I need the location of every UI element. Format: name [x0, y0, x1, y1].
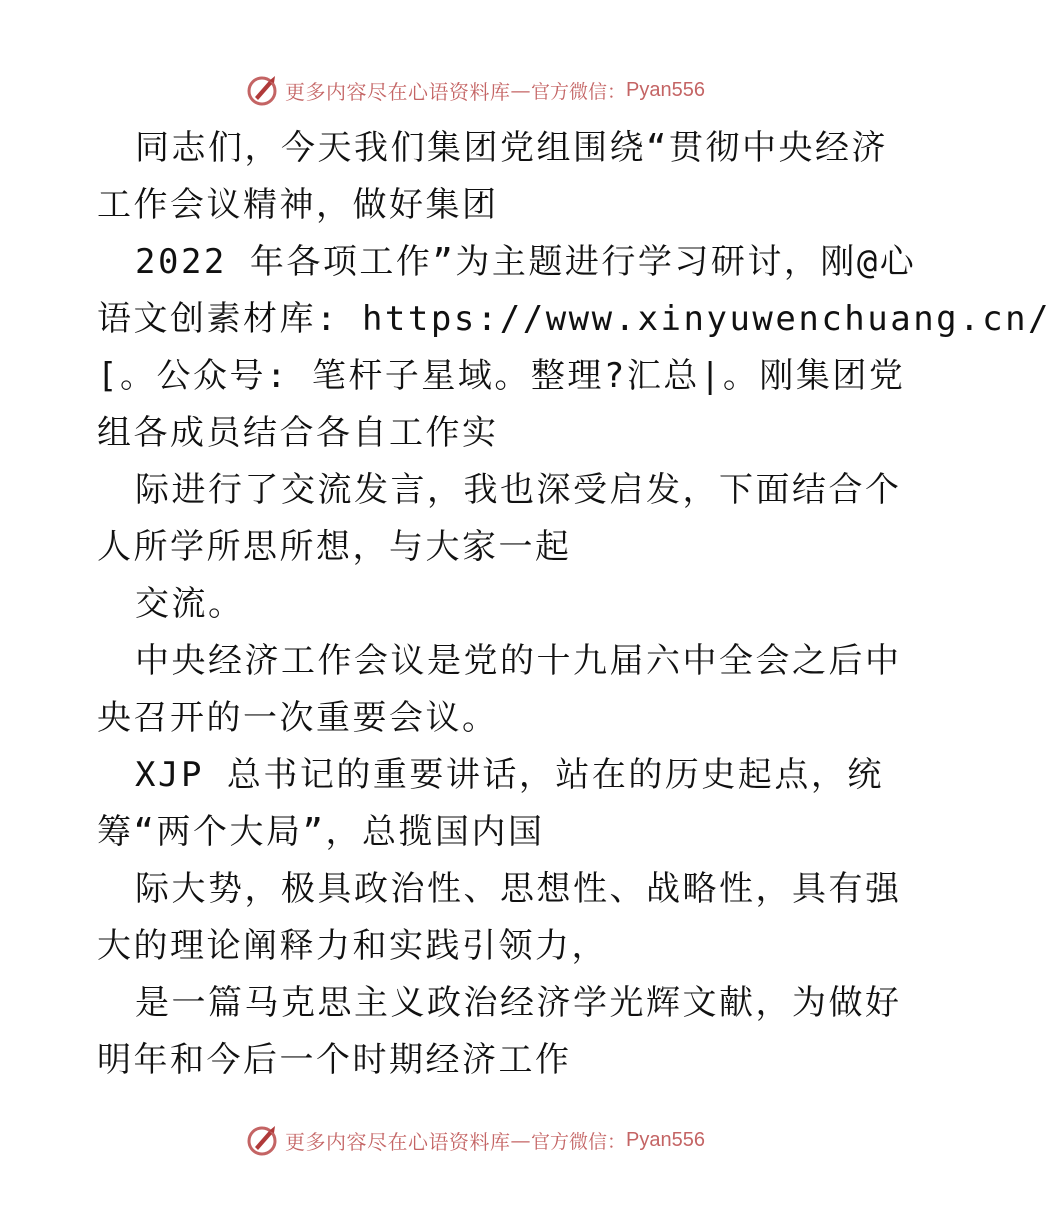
text-line: 同志们，今天我们集团党组围绕“贯彻中央经济 [135, 128, 888, 168]
text-line: 工作会议精神，做好集团 [97, 185, 499, 225]
banner-id: Pyan556 [626, 78, 705, 101]
quill-logo-icon [245, 1123, 279, 1157]
header-banner [0, 70, 950, 110]
banner-dash: — [510, 78, 531, 102]
text-line: 人所学所思所想，与大家一起 [97, 527, 572, 567]
text-line: XJP 总书记的重要讲话，站在的历史起点，统 [135, 755, 884, 795]
text-line: 语文创素材库: https://www.xinyuwenchuang.cn/ [97, 299, 1051, 339]
document-body [97, 120, 1051, 1089]
text-line: 是一篇马克思主义政治经济学光辉文献，为做好 [135, 983, 902, 1023]
text-line: 交流。 [135, 584, 245, 624]
banner-label: 官方微信： [531, 80, 627, 103]
text-line: 明年和今后一个时期经济工作 [97, 1040, 572, 1080]
text-line: 际大势，极具政治性、思想性、战略性，具有强 [135, 869, 902, 909]
quill-logo-icon [245, 73, 279, 107]
banner-text: 更多内容尽在心语资料库 [285, 79, 511, 104]
banner-text: 更多内容尽在心语资料库 [285, 1129, 511, 1154]
text-line: 组各成员结合各自工作实 [97, 413, 499, 453]
banner-label: 官方微信： [531, 1130, 627, 1153]
footer-banner [0, 1120, 950, 1160]
text-line: 际进行了交流发言，我也深受启发，下面结合个 [135, 470, 902, 510]
banner-id: Pyan556 [626, 1128, 705, 1151]
text-line: 大的理论阐释力和实践引领力， [97, 926, 608, 966]
text-line: 筹“两个大局”，总揽国内国 [97, 812, 545, 852]
text-line: 央召开的一次重要会议。 [97, 698, 499, 738]
banner-dash: — [510, 1128, 531, 1152]
text-line: [。公众号: 笔杆子星域。整理?汇总|。刚集团党 [97, 356, 906, 396]
text-line: 2022 年各项工作”为主题进行学习研讨，刚@心 [135, 242, 917, 282]
text-line: 中央经济工作会议是党的十九届六中全会之后中 [135, 641, 902, 681]
